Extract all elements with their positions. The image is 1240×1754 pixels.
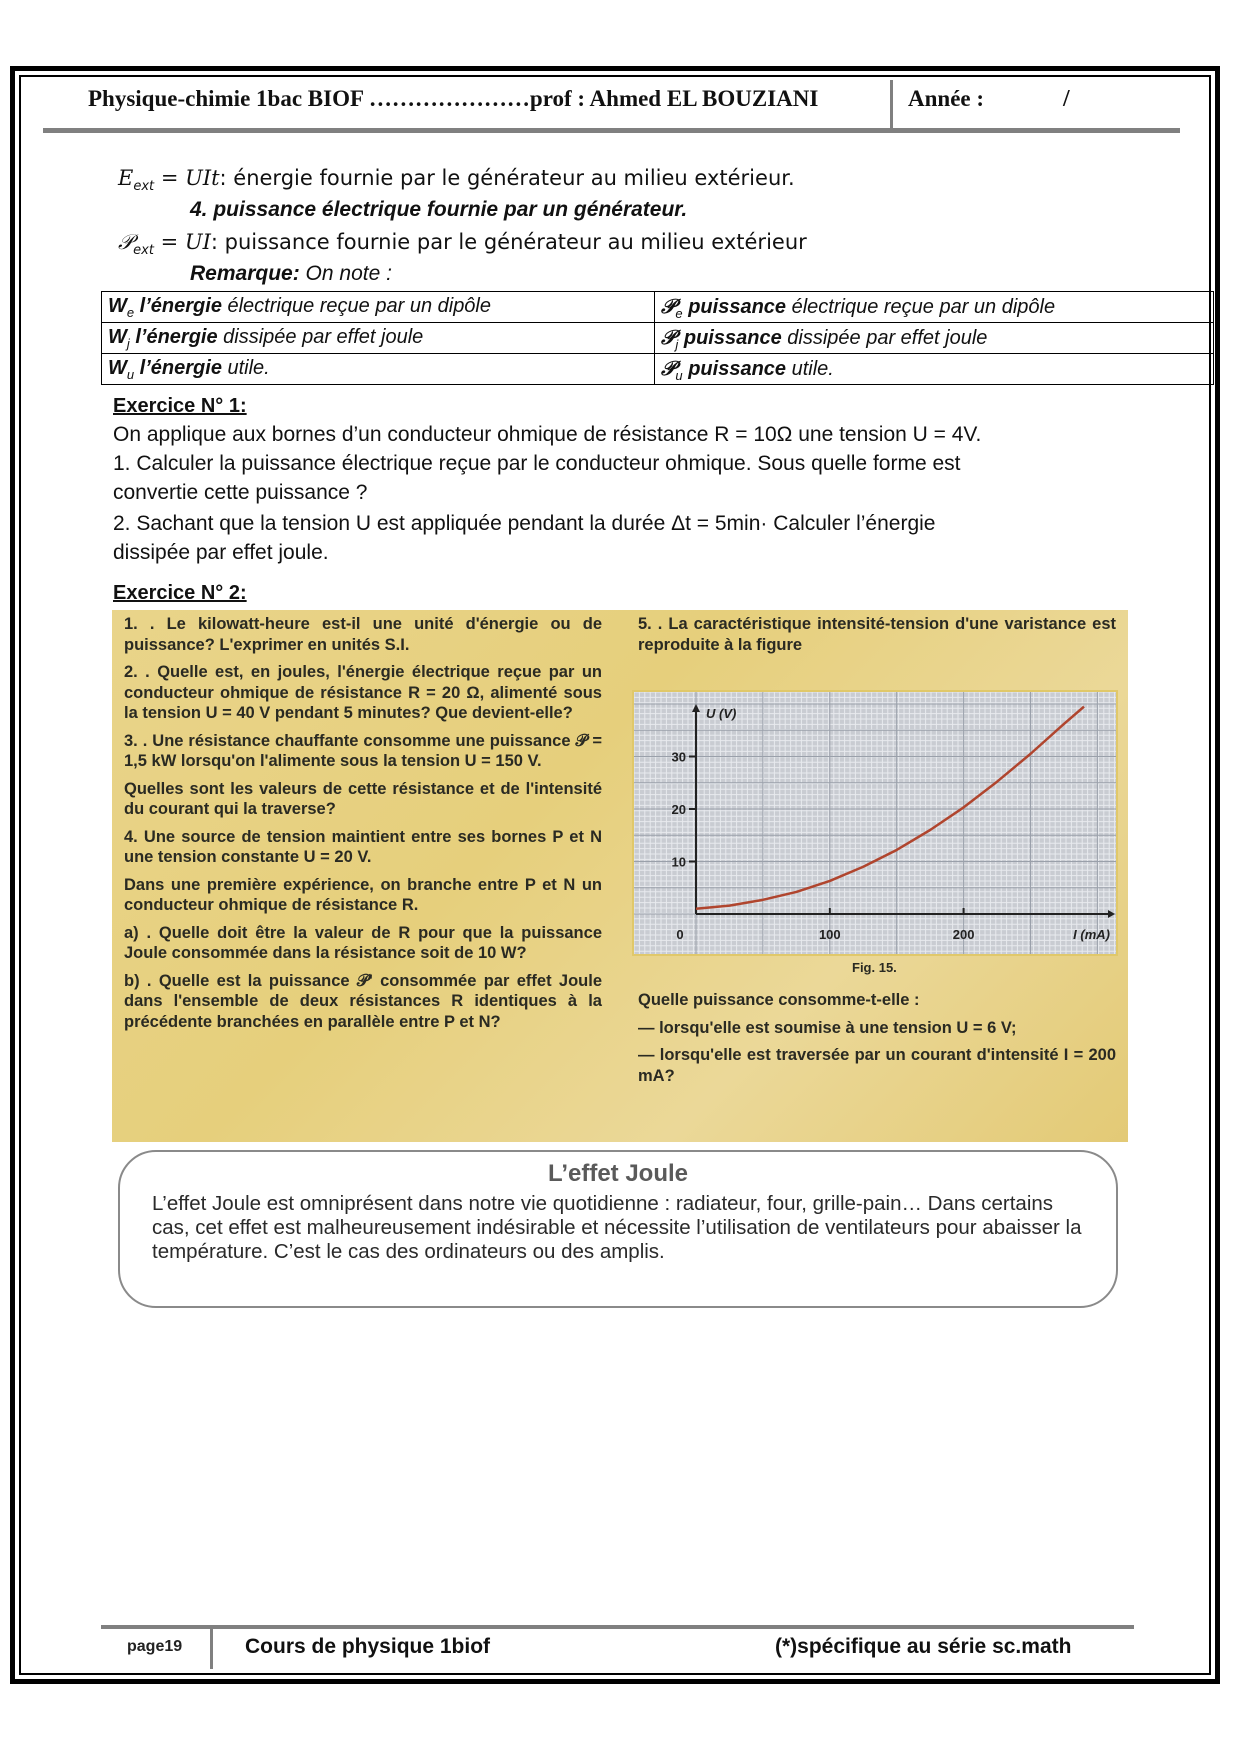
notation-symbol: W — [108, 294, 127, 317]
footer-course: Cours de physique 1biof — [245, 1635, 491, 1658]
exercise-1-line: 1. Calculer la puissance électrique reçue par le conducteur ohmique. Sous quelle forme est — [113, 452, 961, 475]
notation-subscript: u — [675, 367, 683, 383]
notation-cell-left — [102, 354, 655, 385]
question-5-followup — [638, 990, 1116, 1093]
y-tick-label: 20 — [671, 802, 686, 817]
notation-row — [102, 323, 1214, 354]
notation-term: l’énergie — [129, 325, 218, 348]
x-tick-label: 200 — [952, 927, 975, 942]
footer-separator — [210, 1629, 213, 1669]
notation-symbol: W — [108, 356, 127, 379]
question-5-item: — lorsqu'elle est traversée par un courant d'intensité I = 200 mA? — [638, 1046, 1116, 1085]
header-annee-label: Année : — [908, 86, 985, 111]
notation-row — [102, 354, 1214, 385]
notation-description: utile. — [221, 356, 270, 379]
notation-term: l’énergie — [134, 356, 222, 379]
x-tick-label: 0 — [676, 927, 684, 942]
notation-description: dissipée par effet joule — [217, 325, 424, 348]
pext-symbol: 𝒫 — [118, 230, 134, 254]
exercise-1-line: convertie cette puissance ? — [113, 481, 368, 504]
header-rule — [43, 128, 1180, 133]
notation-subscript: e — [675, 305, 683, 321]
notation-table — [101, 291, 1214, 385]
effet-joule-box — [118, 1150, 1118, 1308]
exercise-2-paragraph: 4. Une source de tension maintient entre ses bornes P et N une tension constante U = 20 V. — [124, 827, 602, 866]
eext-symbol: E — [118, 166, 134, 190]
section-4-heading: 4. puissance électrique fournie par un générateur. — [190, 198, 688, 221]
exercise-2-scan — [112, 610, 1128, 1142]
x-tick-label: 100 — [818, 927, 841, 942]
notation-cell-right — [655, 323, 1214, 354]
notation-term: puissance — [682, 295, 787, 318]
notation-cell-left — [102, 323, 655, 354]
footer-rule — [101, 1625, 1134, 1629]
effet-joule-title: L’effet Joule — [547, 1160, 689, 1187]
notation-term: puissance — [678, 326, 782, 349]
formula-eext — [118, 166, 795, 194]
pext-subscript: ext — [133, 243, 154, 259]
notation-description: électrique reçue par un dipôle — [786, 295, 1056, 318]
pext-equation: = UI — [153, 230, 211, 254]
notation-subscript: u — [126, 366, 135, 382]
y-axis-label: U (V) — [706, 706, 737, 721]
question-5-intro — [638, 614, 1116, 662]
header-separator — [890, 80, 893, 130]
x-axis-arrow — [1108, 910, 1115, 918]
exercise-2-paragraph: a) . Quelle doit être la valeur de R pour que la puissance Joule consommée dans la résistance soit de 10 W? — [124, 923, 602, 962]
notation-subscript: j — [675, 336, 679, 352]
effet-joule-text: L’effet Joule est omniprésent dans notre vie quotidienne : radiateur, four, grille-pain… Dans certains cas, cet effet est malheureusement indésirable et nécessite l’utilisation de ventilateurs pour abaisser la température. C’est le cas des ordinateurs ou des amplis. — [152, 1192, 1082, 1263]
notation-description: utile. — [786, 357, 834, 380]
notation-subscript: e — [126, 304, 135, 320]
notation-symbol: 𝒫 — [661, 355, 676, 380]
formula-pext — [118, 230, 807, 258]
exercise-2-paragraph: b) . Quelle est la puissance 𝒫' consommée par effet Joule dans l'ensemble de deux résistances R identiques à la précédente branchées en parallèle entre P et N? — [124, 971, 602, 1031]
varistance-chart — [632, 690, 1118, 956]
exercise-1-line: 2. Sachant que la tension U est appliquée pendant la durée Δt = 5min· Calculer l’énergie — [113, 512, 936, 535]
notation-symbol: 𝒫 — [661, 293, 676, 318]
question-5-question: Quelle puissance consomme-t-elle : — [638, 991, 920, 1009]
x-axis-label: I (mA) — [1073, 927, 1110, 942]
chart-svg — [634, 692, 1116, 954]
exercise-1-title: Exercice N° 1: — [113, 395, 247, 417]
eext-description: : énergie fournie par le générateur au milieu extérieur. — [219, 166, 795, 190]
footer-note: (*)spécifique au série sc.math — [775, 1635, 1072, 1658]
pext-description: : puissance fournie par le générateur au milieu extérieur — [210, 230, 807, 254]
exercise-1-line: On applique aux bornes d’un conducteur ohmique de résistance R = 10Ω une tension U = 4V. — [113, 423, 982, 446]
exercise-2-paragraph: 1. . Le kilowatt-heure est-il une unité d'énergie ou de puissance? L'exprimer en unités S.I. — [124, 615, 602, 654]
notation-cell-right — [655, 354, 1214, 385]
eext-equation: = UIt — [154, 166, 220, 190]
question-5-text: 5. . La caractéristique intensité-tension d'une varistance est reproduite à la figure — [638, 615, 1116, 654]
exercise-2-paragraph: 3. . Une résistance chauffante consomme une puissance 𝒫 = 1,5 kW lorsqu'on l'alimente sous la tension U = 150 V. — [124, 731, 602, 770]
notation-subscript: j — [126, 335, 130, 351]
notation-term: puissance — [682, 357, 787, 380]
y-tick-label: 10 — [671, 854, 686, 870]
notation-symbol: W — [108, 325, 127, 348]
series-line — [696, 707, 1084, 909]
notation-cell-right — [655, 292, 1214, 323]
exercise-2-title: Exercice N° 2: — [113, 582, 247, 604]
exercise-2-paragraph: Dans une première expérience, on branche entre P et N un conducteur ohmique de résistance R. — [124, 875, 602, 914]
footer-page-number: page19 — [127, 1638, 183, 1655]
notation-cell-left — [102, 292, 655, 323]
remarque-label: Remarque: — [190, 262, 300, 285]
exercise-2-left-column — [124, 614, 602, 1039]
header-annee-value: / — [1063, 86, 1070, 112]
notation-description: électrique reçue par un dipôle — [221, 294, 491, 317]
notation-term: l’énergie — [134, 294, 222, 317]
notation-row — [102, 292, 1214, 323]
header-title: Physique-chimie 1bac BIOF …………………prof : Ahmed EL BOUZIANI — [88, 86, 819, 111]
question-5-item: — lorsqu'elle est soumise à une tension U = 6 V; — [638, 1018, 1017, 1037]
notation-symbol: 𝒫 — [661, 324, 676, 349]
y-tick-label: 30 — [671, 749, 686, 765]
exercise-2-paragraph: Quelles sont les valeurs de cette résistance et de l'intensité du courant qui la traverse? — [124, 779, 602, 818]
figure-caption: Fig. 15. — [852, 960, 897, 975]
remarque-text: On note : — [299, 262, 392, 285]
eext-subscript: ext — [133, 179, 155, 195]
notation-description: dissipée par effet joule — [781, 326, 988, 349]
remarque — [190, 262, 392, 286]
exercise-2-paragraph: 2. . Quelle est, en joules, l'énergie électrique reçue par un conducteur ohmique de résistance R = 20 Ω, alimenté sous la tension U = 40 V pendant 5 minutes? Que devient-elle? — [124, 663, 602, 722]
exercise-1-line: dissipée par effet joule. — [113, 541, 329, 564]
